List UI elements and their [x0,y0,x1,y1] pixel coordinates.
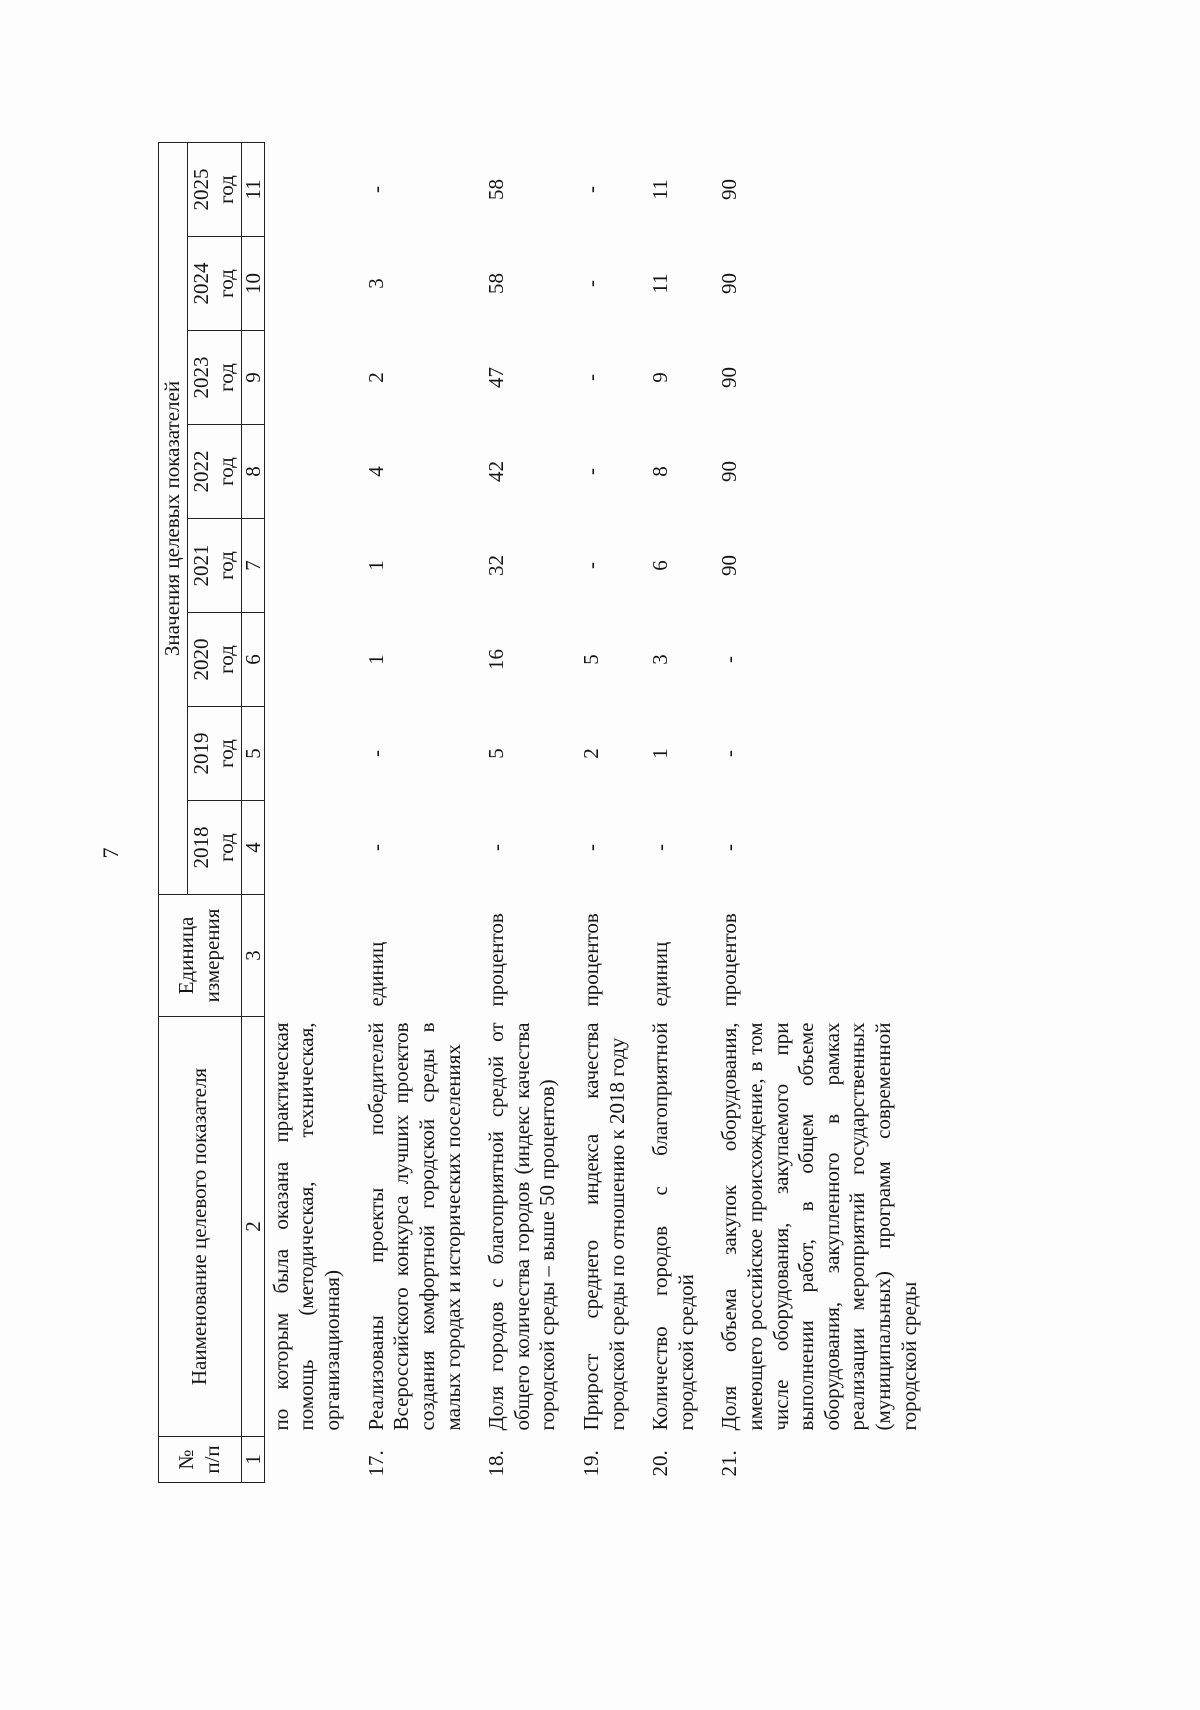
table-row [575,143,644,1483]
value-cell: - [363,750,388,757]
value-cell: 47 [484,367,509,388]
header-year: 2023 год [187,331,241,425]
indicator-name: Доля городов с благоприятной средой от общего количества городов (индекс качества городской среды – выше 50 процентов) [484,1022,560,1431]
indicator-name: Доля объема закупок оборудования, имеющего российское происхождение, в том числе оборудования, закупаемого при выполнении работ, в общем объеме оборудования, закупленного в рамках реализации мероприятий государственных (муниципальных) программ современной городской среды [717,1022,921,1431]
value-cell: - [717,656,742,663]
column-number: 10 [241,237,264,331]
indicator-name: по которым была оказана практическая помощь (методическая, техническая, организационная) [268,1022,345,1431]
value-cell: - [578,280,603,287]
header-year: 2018 год [187,801,241,895]
row-number: 18. [484,1450,509,1477]
indicator-unit: процентов [484,913,509,1007]
value-cell: 16 [484,649,509,670]
value-cell: - [363,844,388,851]
row-number [264,1437,359,1483]
header-year: 2021 год [187,519,241,613]
value-cell: 3 [648,654,673,665]
value-cell [264,707,359,801]
value-cell [264,801,359,895]
indicator-unit: процентов [717,913,742,1007]
table-row [360,143,480,1483]
indicator-unit: единиц [648,941,673,1007]
page-number: 7 [98,847,123,859]
column-number: 4 [241,801,264,895]
rotated-sheet [158,0,1158,1588]
value-cell: 32 [484,555,509,576]
value-cell: 90 [717,367,742,388]
value-cell: - [578,562,603,569]
value-cell: 58 [484,179,509,200]
header-year: 2019 год [187,707,241,801]
value-cell: 1 [648,748,673,759]
header-num: № п/п [159,1437,242,1483]
table-row [480,143,575,1483]
header-year: 2022 год [187,425,241,519]
value-cell: 11 [648,273,673,294]
value-cell: - [578,468,603,475]
table-row [644,143,713,1483]
value-cell: 6 [648,560,673,571]
column-number: 2 [241,1017,264,1437]
column-number: 3 [241,895,264,1017]
value-cell: - [363,186,388,193]
column-number: 7 [241,519,264,613]
value-cell: 2 [363,372,388,383]
value-cell: 4 [363,466,388,477]
value-cell: 1 [363,560,388,571]
value-cell: 5 [484,748,509,759]
table-row [713,143,936,1483]
value-cell [264,425,359,519]
header-year: 2020 год [187,613,241,707]
value-cell: 58 [484,273,509,294]
table-row [264,143,359,1483]
header-year: 2025 год [187,143,241,237]
value-cell: 5 [578,654,603,665]
indicator-name: Реализованы проекты победителей Всероссийского конкурса лучших проектов создания комфортной городской среды в малых городах и исторических поселениях [363,1022,465,1431]
row-number: 19. [578,1450,603,1477]
value-cell: 1 [363,654,388,665]
row-number: 17. [363,1450,388,1477]
value-cell: - [648,844,673,851]
indicator-name: Прирост среднего индекса качества городской среды по отношению к 2018 году [578,1022,629,1431]
value-cell: - [717,844,742,851]
value-cell: 90 [717,273,742,294]
value-cell: - [717,750,742,757]
indicator-unit: процентов [578,913,603,1007]
value-cell: 11 [648,179,673,200]
indicator-unit [264,895,359,1017]
value-cell [264,519,359,613]
column-number: 11 [241,143,264,237]
value-cell: - [578,374,603,381]
value-cell [264,237,359,331]
value-cell: - [578,186,603,193]
value-cell: 9 [648,372,673,383]
value-cell: 3 [363,278,388,289]
column-number: 8 [241,425,264,519]
row-number: 21. [717,1450,742,1477]
column-number: 6 [241,613,264,707]
value-cell: 2 [578,748,603,759]
value-cell: 90 [717,555,742,576]
header-name: Наименование целевого показателя [159,1017,242,1437]
column-number-row [241,143,264,1483]
value-cell [264,143,359,237]
indicators-table [158,142,936,1483]
value-cell: 42 [484,461,509,482]
value-cell [264,331,359,425]
column-number: 9 [241,331,264,425]
header-year: 2024 год [187,237,241,331]
indicator-unit: единиц [363,941,388,1007]
value-cell: 90 [717,461,742,482]
header-row [159,143,188,1483]
row-number: 20. [648,1450,673,1477]
indicator-name: Количество городов с благоприятной городской средой [648,1022,698,1431]
value-cell: 90 [717,179,742,200]
header-values: Значения целевых показателей [159,143,188,895]
column-number: 1 [241,1437,264,1483]
value-cell [264,613,359,707]
value-cell: - [578,844,603,851]
value-cell: 8 [648,466,673,477]
column-number: 5 [241,707,264,801]
value-cell: - [484,844,509,851]
header-unit: Единица измерения [159,895,242,1017]
